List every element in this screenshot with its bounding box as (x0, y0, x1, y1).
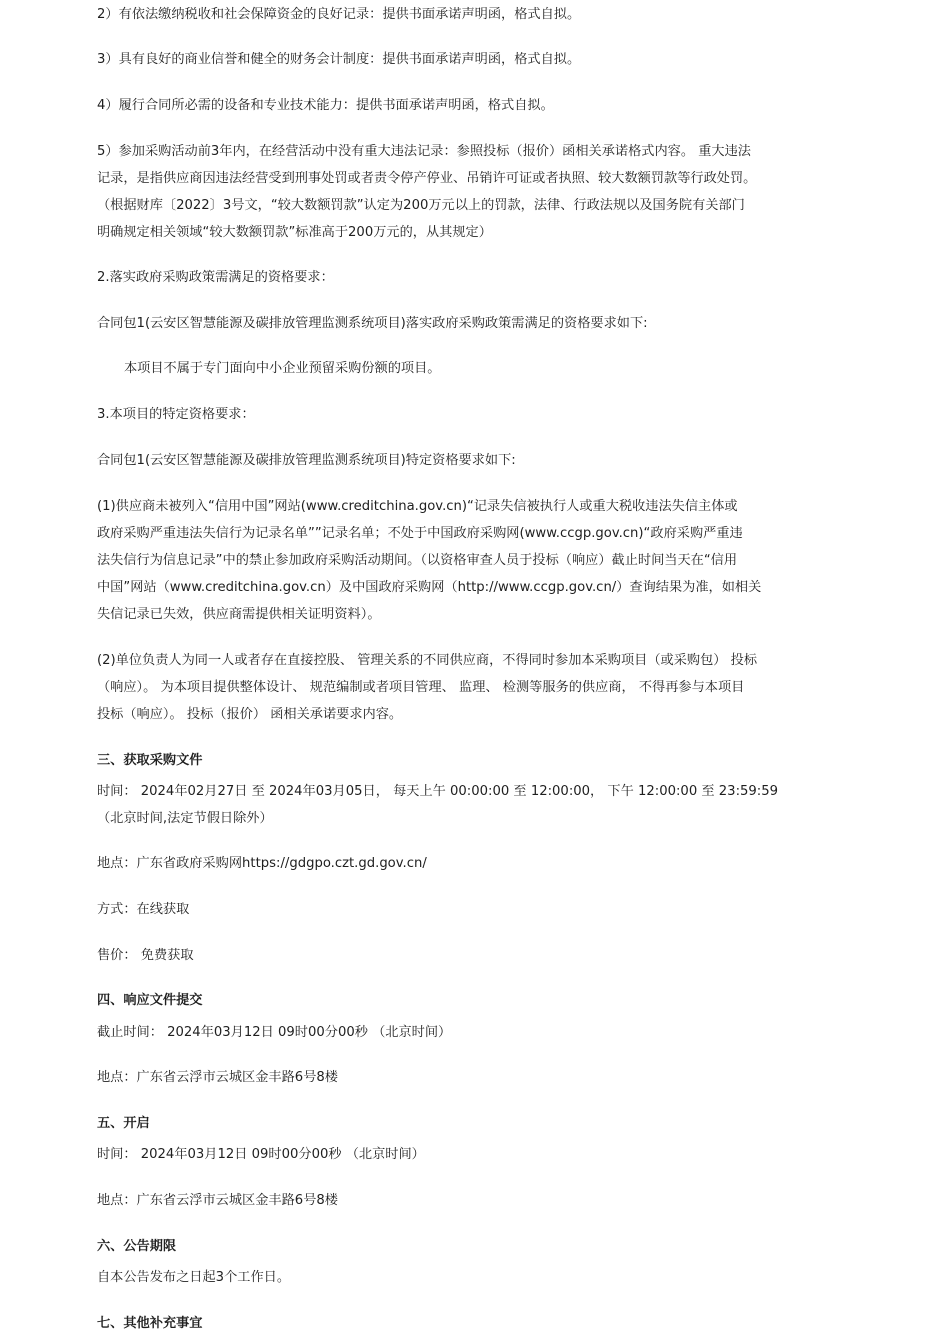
qualification-item-5-line: 明确规定相关领域“较大数额罚款”标准高于200万元的，从其规定） (97, 225, 492, 240)
special-item-1-line: 政府采购严重违法失信行为记录名单””记录名单；不处于中国政府采购网(www.ccgp.gov.cn)“政府采购严重违 (97, 526, 743, 541)
section-6-heading: 六、公告期限 (97, 1239, 177, 1254)
section-7-heading: 七、其他补充事宜 (97, 1316, 203, 1331)
submission-location: 地点：广东省云浮市云城区金丰路6号8楼 (97, 1070, 338, 1085)
qualification-item-5-line: 记录，是指供应商因违法经营受到刑事处罚或者责令停产停业、吊销许可证或者执照、较大数额罚款等行政处罚。 (97, 171, 757, 186)
policy-requirements-heading: 2.落实政府采购政策需满足的资格要求： (97, 270, 334, 285)
section-5-heading: 五、开启 (97, 1116, 150, 1131)
section-4-heading: 四、响应文件提交 (97, 993, 203, 1008)
special-item-1-line: 中国”网站（www.creditchina.gov.cn）及中国政府采购网（http://www.ccgp.gov.cn/）查询结果为准，如相关 (97, 580, 762, 595)
qualification-item-5-line: 5）参加采购活动前3年内，在经营活动中没有重大违法记录：参照投标（报价）函相关承诺格式内容。 重大违法 (97, 144, 751, 159)
special-item-1-line: 失信记录已失效，供应商需提供相关证明资料）。 (97, 607, 381, 622)
policy-detail: 本项目不属于专门面向中小企业预留采购份额的项目。 (124, 361, 441, 376)
document-time-note: （北京时间,法定节假日除外） (97, 811, 273, 826)
opening-location: 地点：广东省云浮市云城区金丰路6号8楼 (97, 1193, 338, 1208)
notice-period-text: 自本公告发布之日起3个工作日。 (97, 1270, 291, 1285)
section-3-heading: 三、获取采购文件 (97, 753, 203, 768)
special-item-1-line: 法失信行为信息记录”中的禁止参加政府采购活动期间。（以资格审查人员于投标（响应）截止时间当天在“信用 (97, 553, 738, 568)
special-requirements-heading: 3.本项目的特定资格要求： (97, 407, 255, 422)
opening-time: 时间： 2024年03月12日 09时00分00秒 （北京时间） (97, 1147, 425, 1162)
special-item-2-line: 投标（响应）。 投标（报价） 函相关承诺要求内容。 (97, 707, 403, 722)
policy-package-intro: 合同包1(云安区智慧能源及碳排放管理监测系统项目)落实政府采购政策需满足的资格要求如下: (97, 316, 648, 331)
special-item-2-line: (2)单位负责人为同一人或者存在直接控股、 管理关系的不同供应商，不得同时参加本采购项目（或采购包） 投标 (97, 653, 758, 668)
document-location: 地点：广东省政府采购网https://gdgpo.czt.gd.gov.cn/ (97, 856, 427, 871)
document-method: 方式：在线获取 (97, 902, 190, 917)
qualification-item-5-line: （根据财库〔2022〕3号文，“较大数额罚款”认定为200万元以上的罚款，法律、行政法规以及国务院有关部门 (97, 198, 745, 213)
special-item-1-line: (1)供应商未被列入“信用中国”网站(www.creditchina.gov.cn)“记录失信被执行人或重大税收违法失信主体或 (97, 499, 738, 514)
qualification-item-4: 4）履行合同所必需的设备和专业技术能力：提供书面承诺声明函，格式自拟。 (97, 98, 554, 113)
qualification-item-2: 2）有依法缴纳税收和社会保障资金的良好记录：提供书面承诺声明函，格式自拟。 (97, 7, 581, 22)
submission-deadline: 截止时间： 2024年03月12日 09时00分00秒 （北京时间） (97, 1025, 452, 1040)
special-package-intro: 合同包1(云安区智慧能源及碳排放管理监测系统项目)特定资格要求如下: (97, 453, 516, 468)
document-price: 售价： 免费获取 (97, 948, 194, 963)
qualification-item-3: 3）具有良好的商业信誉和健全的财务会计制度：提供书面承诺声明函，格式自拟。 (97, 52, 581, 67)
document-time-line: 时间： 2024年02月27日 至 2024年03月05日， 每天上午 00:00:00 至 12:00:00， 下午 12:00:00 至 23:59:59 (97, 784, 779, 799)
special-item-2-line: （响应）。 为本项目提供整体设计、 规范编制或者项目管理、 监理、 检测等服务的供应商， 不得再参与本项目 (97, 680, 745, 695)
